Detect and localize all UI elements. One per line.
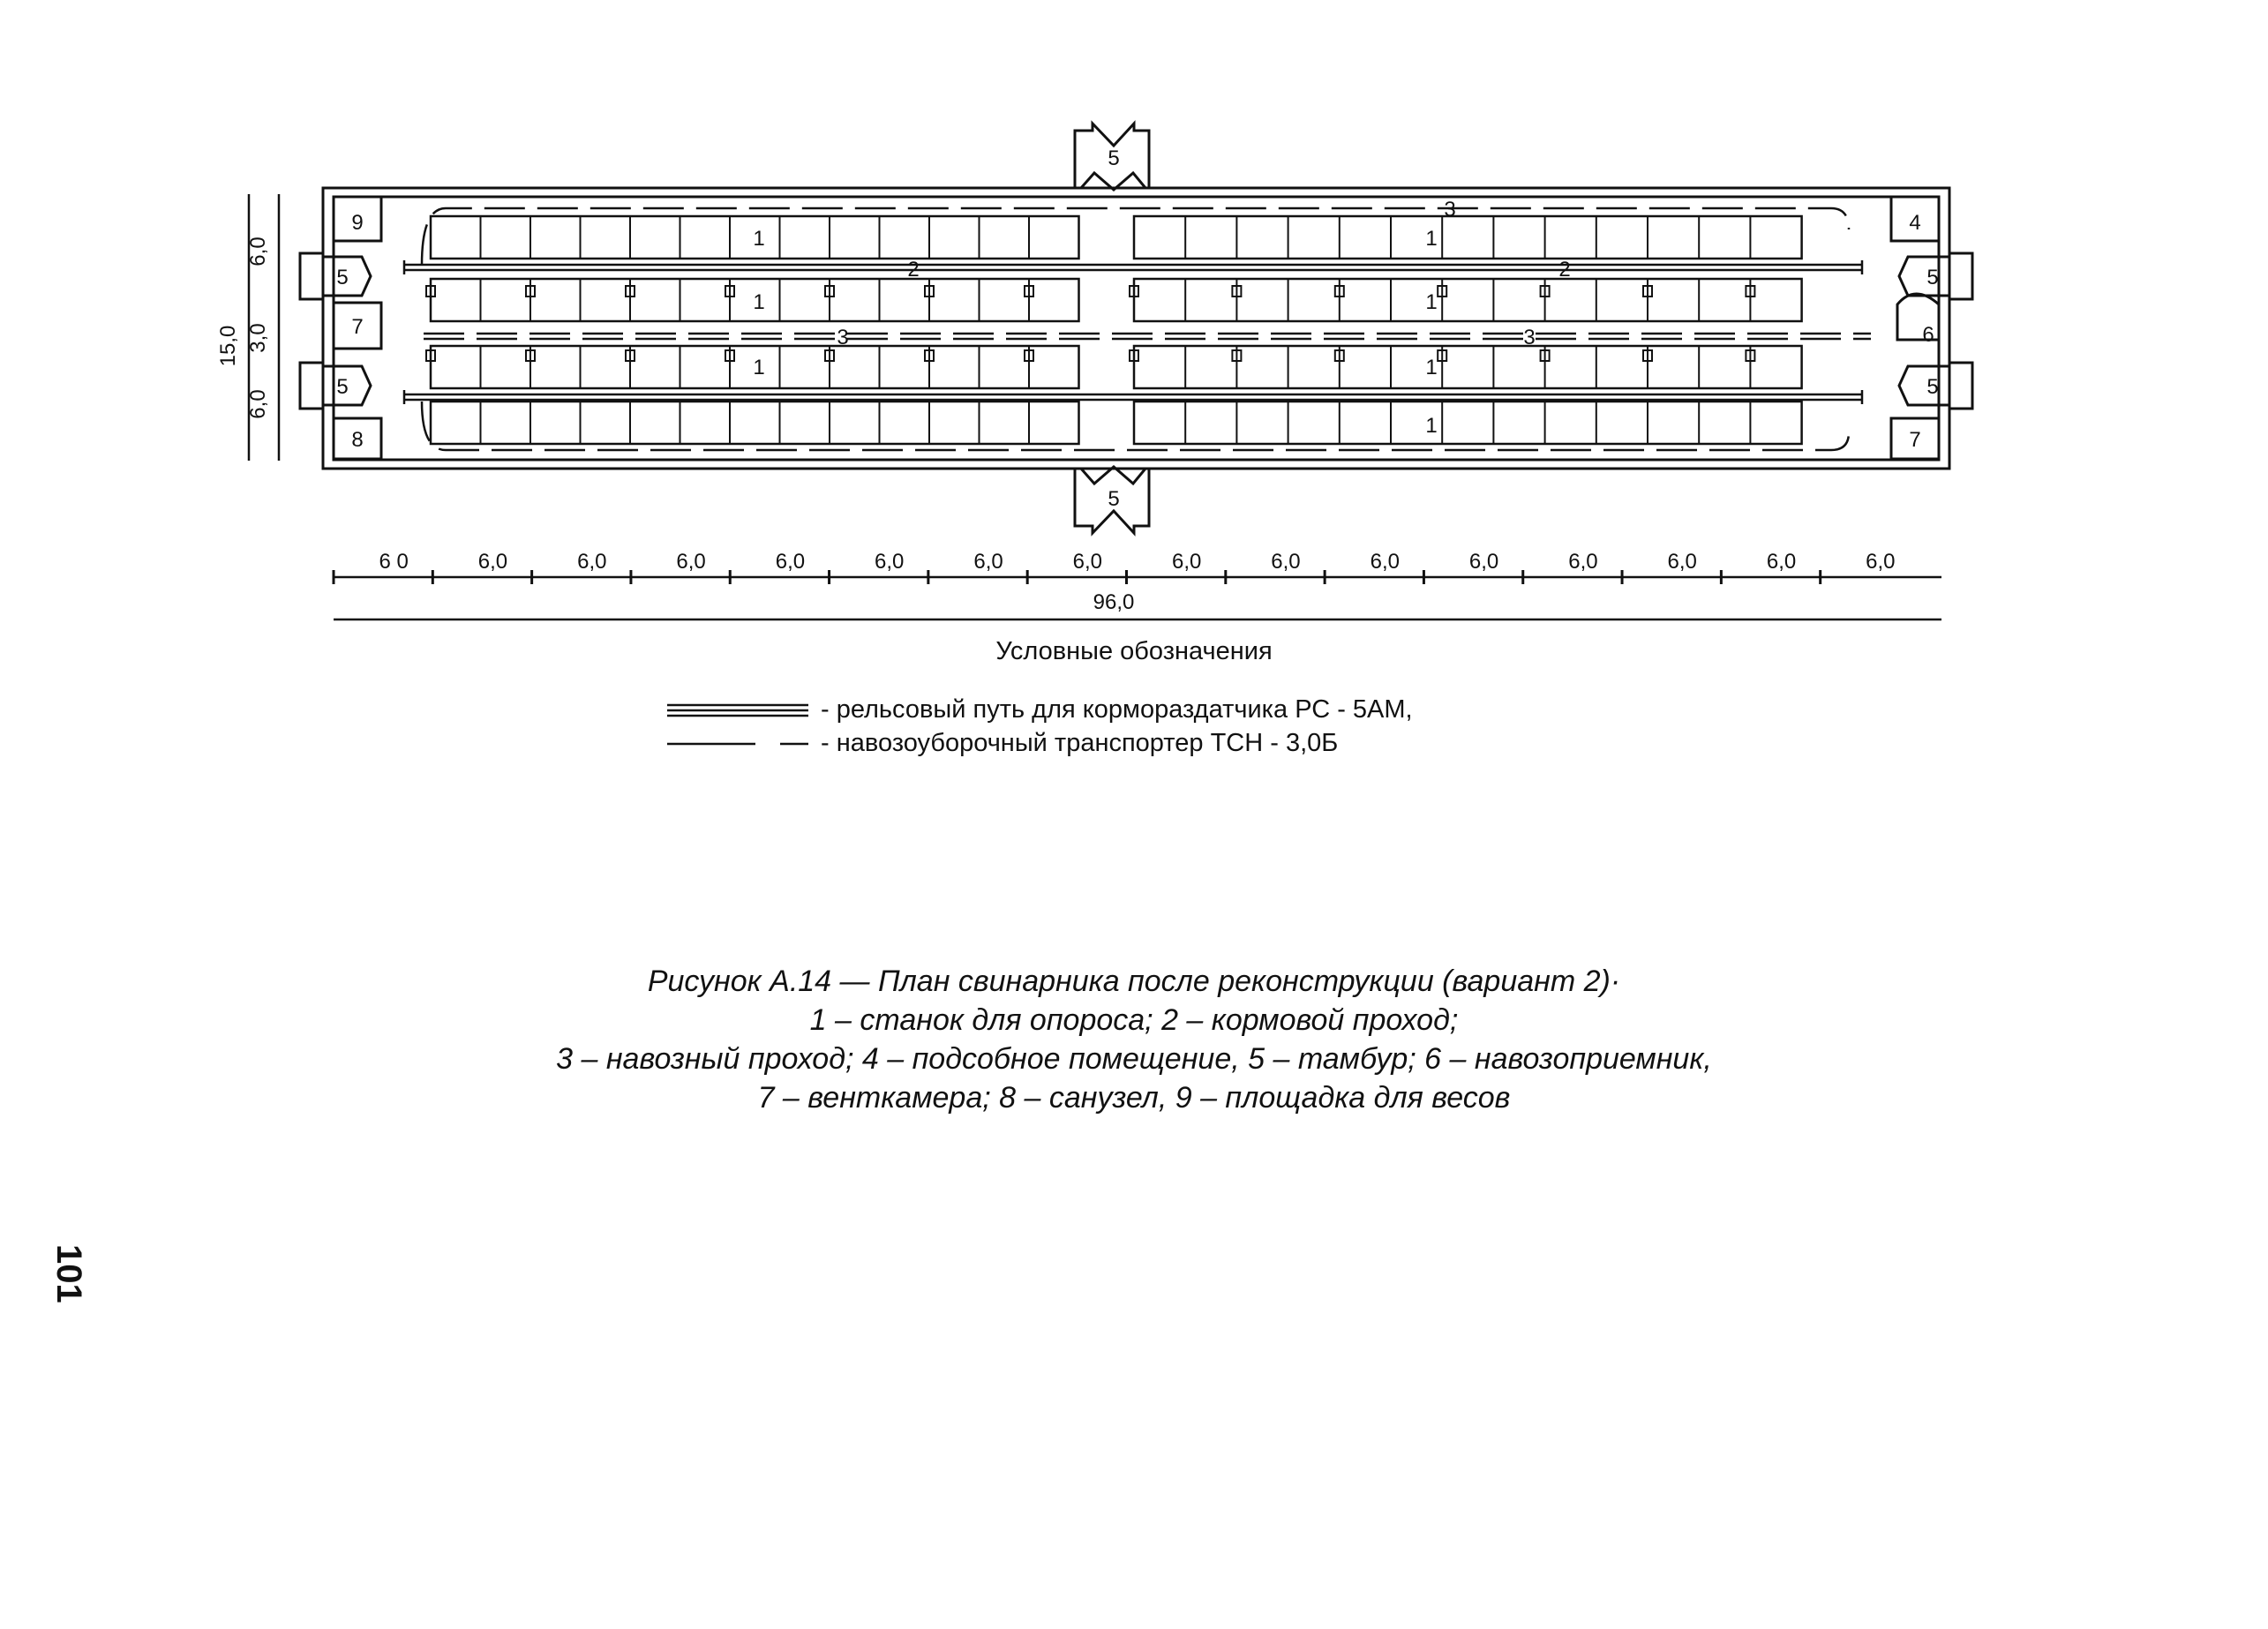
caption-line-2: 1 – станок для опороса; 2 – кормовой проход; [809, 1003, 1459, 1037]
room-vent-left-label: 7 [351, 315, 364, 339]
legend-manure-label: - навозоуборочный транспортер ТСН - 3,0Б [821, 729, 1339, 757]
pen-label: 1 [753, 356, 765, 379]
inner-wall [334, 197, 1939, 460]
vestibule-right-bottom-door [1899, 366, 1949, 405]
pen-row-2-1 [1134, 346, 1802, 388]
pen-row-3-0 [431, 402, 1079, 444]
feed-aisle-label: 2 [907, 258, 920, 282]
dim-span-label: 6,0 [1171, 550, 1202, 574]
pen-label: 1 [1425, 414, 1438, 438]
dim-span-label: 6,0 [1568, 550, 1598, 574]
legend-rail-label: - рельсовый путь для кормораздатчика РС - 5АМ, [821, 695, 1413, 724]
page-number: 101 [49, 1244, 88, 1303]
dim-span-label: 6,0 [676, 550, 706, 574]
vestibule-left-top-label: 5 [336, 266, 349, 289]
dim-total-height: 15,0 [216, 325, 240, 367]
outer-wall [323, 188, 1949, 469]
barn-floor-plan [0, 0, 2268, 671]
pen-label: 1 [753, 290, 765, 314]
dim-span-label: 6,0 [1667, 550, 1697, 574]
dim-span-label: 6,0 [577, 550, 607, 574]
vestibule-right-top-label: 5 [1926, 266, 1939, 289]
dashed-line-symbol [667, 735, 808, 753]
vestibule-right-top-box [1949, 253, 1972, 299]
vestibule-right-top-door [1899, 257, 1949, 296]
vestibule-right-bottom-box [1949, 363, 1972, 409]
dim-height-part: 6,0 [246, 236, 270, 266]
dim-height-part: 3,0 [246, 323, 270, 353]
caption-title: Рисунок А.14 — План свинарника после реконструкции (вариант 2)· [647, 965, 1621, 998]
dim-height-part: 6,0 [246, 389, 270, 419]
room-manure-receiver-label: 6 [1922, 323, 1934, 347]
dim-span-label: 6,0 [1766, 550, 1797, 574]
caption-line-3: 3 – навозный проход; 4 – подсобное помещение, 5 – тамбур; 6 – навозоприемник, [556, 1042, 1712, 1076]
pen-row-3-1 [1134, 402, 1802, 444]
dim-span-label: 6,0 [1468, 550, 1499, 574]
pen-label: 1 [753, 227, 765, 251]
manure-aisle-label: 3 [837, 326, 849, 349]
dim-span-label: 6,0 [775, 550, 806, 574]
manure-aisle-label: 3 [1444, 198, 1456, 221]
vestibule-top-label: 5 [1108, 146, 1120, 170]
caption-line-4: 7 – венткамера; 8 – санузел, 9 – площадка для весов [757, 1081, 1511, 1115]
vestibule-left-bottom-box [300, 363, 323, 409]
legend-title: Условные обозначения [995, 637, 1273, 665]
vestibule-bottom-label: 5 [1108, 487, 1120, 511]
figure-caption [0, 962, 2268, 1117]
legend-item-rail [667, 695, 1413, 724]
vestibule-right-bottom-label: 5 [1926, 375, 1939, 399]
dim-span-label: 6,0 [1271, 550, 1301, 574]
room-toilet-label: 8 [351, 428, 364, 452]
manure-aisle-label: 3 [1523, 326, 1536, 349]
dim-span-label: 6,0 [1866, 550, 1896, 574]
vestibule-left-bottom-label: 5 [336, 375, 349, 399]
dim-span-label: 6,0 [477, 550, 508, 574]
dim-span-label: 6,0 [973, 550, 1003, 574]
room-utility-label: 4 [1909, 211, 1921, 235]
dim-span-label: 6,0 [1370, 550, 1400, 574]
dim-span-label: 6,0 [875, 550, 905, 574]
feed-aisle-label: 2 [1558, 258, 1571, 282]
dim-span-label: 6 0 [379, 550, 409, 574]
room-weighing-label: 9 [351, 211, 364, 235]
pen-label: 1 [1425, 356, 1438, 379]
pen-row-0-1 [1134, 216, 1802, 259]
dim-total-width: 96,0 [1093, 590, 1135, 614]
room-vent-right-label: 7 [1909, 428, 1921, 452]
vestibule-left-top-box [300, 253, 323, 299]
dim-span-label: 6,0 [1072, 550, 1103, 574]
legend-item-manure [667, 729, 1338, 758]
double-line-symbol [667, 702, 808, 719]
pen-label: 1 [1425, 227, 1438, 251]
pen-label: 1 [1425, 290, 1438, 314]
